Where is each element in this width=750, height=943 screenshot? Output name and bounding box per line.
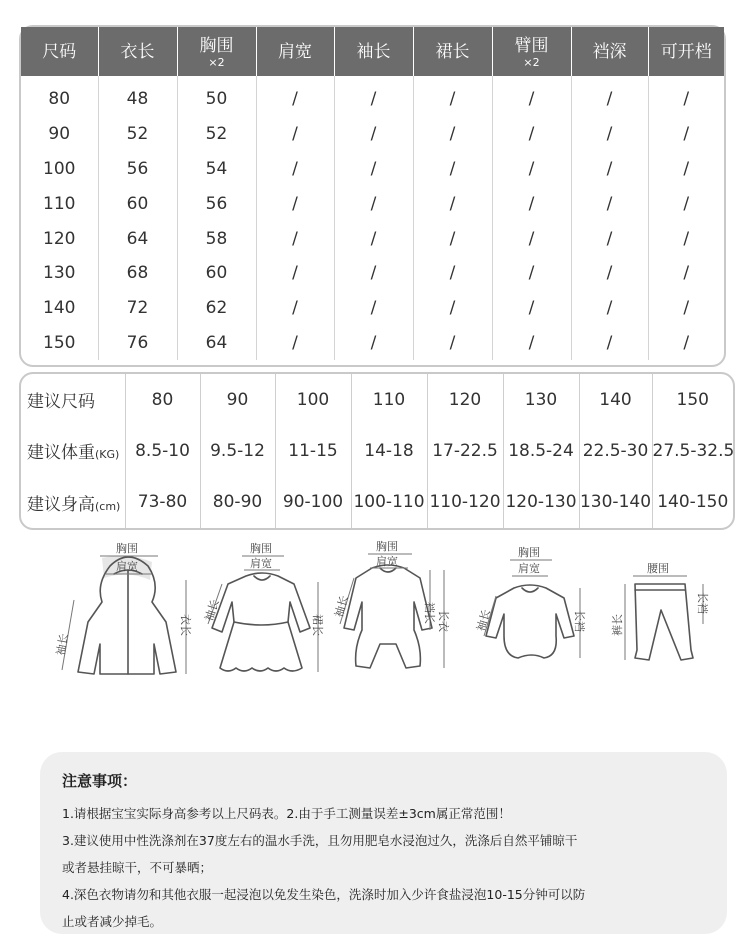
notes-line: 止或者减少掉毛。 [62,914,163,929]
size-table-cell: / [334,326,413,361]
bodysuit-illustration [470,540,595,685]
rec-height-label: 建议身高(cm) [21,477,125,528]
size-table-row [21,326,724,361]
header-length: 衣长 [98,27,177,76]
header-size: 尺码 [21,27,98,76]
size-table-cell: 140 [21,291,98,326]
size-table-cell: / [571,291,648,326]
header-chest: 胸围 ×2 [177,27,256,76]
size-table-cell: 120 [21,221,98,256]
header-arm: 臂围 ×2 [492,27,571,76]
size-table-cell: / [683,263,690,284]
size-table-cell: / [683,124,690,145]
rec-height-cell: 120-130 [503,477,579,528]
size-table-cell: 64 [177,326,256,361]
size-table-cell: / [571,152,648,187]
jacket-illustration [40,540,190,685]
size-table-cell: / [256,221,334,256]
dress-shoulder-label: 肩宽 [250,557,272,570]
size-table-cell: 60 [98,186,177,221]
rec-weight-cell: 14-18 [351,425,427,476]
rec-height-cell: 110-120 [427,477,503,528]
size-table-cell: / [413,76,492,117]
jacket-length-label: 衣长 [179,614,192,636]
rec-height-cell: 140-150 [657,492,729,513]
rec-size-cell: 140 [579,374,652,425]
header-sleeve: 袖长 [334,27,413,76]
size-table-cell: / [256,117,334,152]
size-table-row [21,256,724,291]
size-table-row [21,117,724,152]
jacket-chest-label: 胸围 [116,542,138,555]
bodysuit-sleeve-label: 袖长 [474,608,493,633]
size-table-cell: / [492,152,571,187]
rec-weight-cell: 18.5-24 [503,425,579,476]
rec-weight-cell: 11-15 [275,425,351,476]
size-table-cell: / [413,152,492,187]
size-table-cell: / [492,326,571,361]
dress-length-label: 裙长 [311,614,324,636]
size-table-cell: / [571,326,648,361]
size-table-row [21,221,724,256]
size-table-cell: 80 [21,76,98,117]
rec-height-cell: 90-100 [275,477,351,528]
rec-weight-cell: 17-22.5 [427,425,503,476]
rec-height-cell: 80-90 [200,477,275,528]
size-table-cell: / [492,291,571,326]
size-table-cell: 60 [177,256,256,291]
notes-line: 4.深色衣物请勿和其他衣服一起浸泡以免发生染色，洗涤时加入少许食盐浸泡10-15分钟可以防 [62,887,586,902]
rec-height-row [21,477,733,528]
size-table-cell: / [334,186,413,221]
size-table-cell: 52 [177,117,256,152]
size-table-cell: 62 [177,291,256,326]
rec-size-row [21,374,733,425]
dress-chest-label: 胸围 [250,542,272,555]
romper-chest-label: 胸围 [376,540,398,553]
rec-size-cell: 120 [427,374,503,425]
dress-sleeve-label: 袖长 [202,597,222,623]
rec-size-cell: 100 [275,374,351,425]
size-table-cell: 64 [98,221,177,256]
size-table-cell: 130 [21,256,98,291]
notes-line: 或者悬挂晾干，不可暴晒； [62,860,213,875]
size-table-cell: 90 [21,117,98,152]
size-table-cell: 72 [98,291,177,326]
notes-line: 3.建议使用中性洗涤剂在37度左右的温水手洗，且勿用肥皂水浸泡过久，洗涤后自然平铺晾干 [62,833,578,848]
size-table-cell: / [492,76,571,117]
notes-line: 1.请根据宝宝实际身高参考以上尺码表。2.由于手工测量误差±3cm属正常范围！ [62,806,511,821]
size-table-cell: / [683,89,690,110]
size-table-cell: / [334,291,413,326]
size-table-cell: / [492,186,571,221]
garment-illustrations [40,540,720,685]
size-table-cell: / [683,228,690,249]
rec-size-cell: 150 [676,389,709,410]
rec-weight-cell: 22.5-30 [579,425,652,476]
rec-size-cell: 110 [351,374,427,425]
size-table-cell: / [683,298,690,319]
size-table-cell: / [683,332,690,353]
size-table-cell: / [571,186,648,221]
size-table-cell: / [256,152,334,187]
size-table-cell: 56 [177,186,256,221]
jacket-sleeve-label: 袖长 [54,632,71,657]
size-table-cell: 150 [21,326,98,361]
rec-weight-cell: 9.5-12 [200,425,275,476]
size-table-cell: / [492,117,571,152]
size-table-cell: / [413,221,492,256]
size-table-row [21,291,724,326]
size-table-cell: / [256,76,334,117]
rec-height-cell: 100-110 [351,477,427,528]
size-table-cell: 52 [98,117,177,152]
size-table-cell: 100 [21,152,98,187]
size-table-cell: 54 [177,152,256,187]
pants-illustration [605,540,720,685]
size-table-cell: / [256,326,334,361]
pants-crotch-label: 长裆 [696,592,709,614]
rec-height-cell: 130-140 [579,477,652,528]
recommendation-table [19,372,735,530]
size-table-cell: / [334,221,413,256]
header-shoulder: 肩宽 [256,27,334,76]
romper-crotch-label: 裆长 [423,602,436,624]
size-table-row [21,76,724,117]
size-table-cell: 76 [98,326,177,361]
rec-height-cell: 73-80 [125,477,200,528]
romper-length-label: 长衣 [437,610,450,632]
romper-sleeve-label: 袖长 [332,594,351,619]
rec-weight-cell: 8.5-10 [125,425,200,476]
pants-length-label: 裤长 [611,614,624,636]
bodysuit-length-label: 长裆 [573,610,586,632]
size-table-cell: / [256,186,334,221]
size-table-cell: / [571,256,648,291]
size-table-cell: 110 [21,186,98,221]
jacket-shoulder-label: 肩宽 [116,560,138,573]
pants-waist-label: 腰围 [647,562,669,575]
rec-weight-cell: 27.5-32.5 [652,440,735,461]
size-table-cell: / [571,76,648,117]
size-table-cell: / [683,193,690,214]
size-table-header-row [21,27,724,76]
size-table-cell: / [571,221,648,256]
size-table-cell: / [334,117,413,152]
rec-weight-label: 建议体重(KG) [21,425,125,476]
notes-title: 注意事项： [62,772,138,790]
rec-size-cell: 90 [200,374,275,425]
size-table-row [21,186,724,221]
size-table-cell: / [492,221,571,256]
size-table-row [21,152,724,187]
size-table-cell: / [571,117,648,152]
size-table-cell: / [256,291,334,326]
size-table-cell: / [334,152,413,187]
size-table-cell: / [413,186,492,221]
size-table-cell: 68 [98,256,177,291]
romper-illustration [332,540,452,685]
size-table-cell: / [492,256,571,291]
size-table-cell: / [413,326,492,361]
rec-weight-row [21,425,733,476]
size-table-cell: / [413,117,492,152]
notes-panel [40,752,727,934]
dress-illustration [200,540,325,685]
header-crotch: 裆深 [571,27,648,76]
size-table-cell: / [334,256,413,291]
rec-size-cell: 130 [503,374,579,425]
size-table-cell: / [683,158,690,179]
size-table-cell: / [413,256,492,291]
romper-shoulder-label: 肩宽 [376,555,398,568]
size-table-cell: 56 [98,152,177,187]
size-table-cell: / [256,256,334,291]
size-table [19,25,726,367]
header-skirt-length: 裙长 [413,27,492,76]
size-table-cell: 58 [177,221,256,256]
header-open-crotch: 可开档 [648,27,724,76]
size-table-cell: 48 [98,76,177,117]
size-table-cell: / [413,291,492,326]
size-table-cell: / [334,76,413,117]
size-table-cell: 50 [177,76,256,117]
rec-size-cell: 80 [125,374,200,425]
bodysuit-chest-label: 胸围 [518,546,540,559]
bodysuit-shoulder-label: 肩宽 [518,562,540,575]
rec-size-label: 建议尺码 [21,374,125,425]
